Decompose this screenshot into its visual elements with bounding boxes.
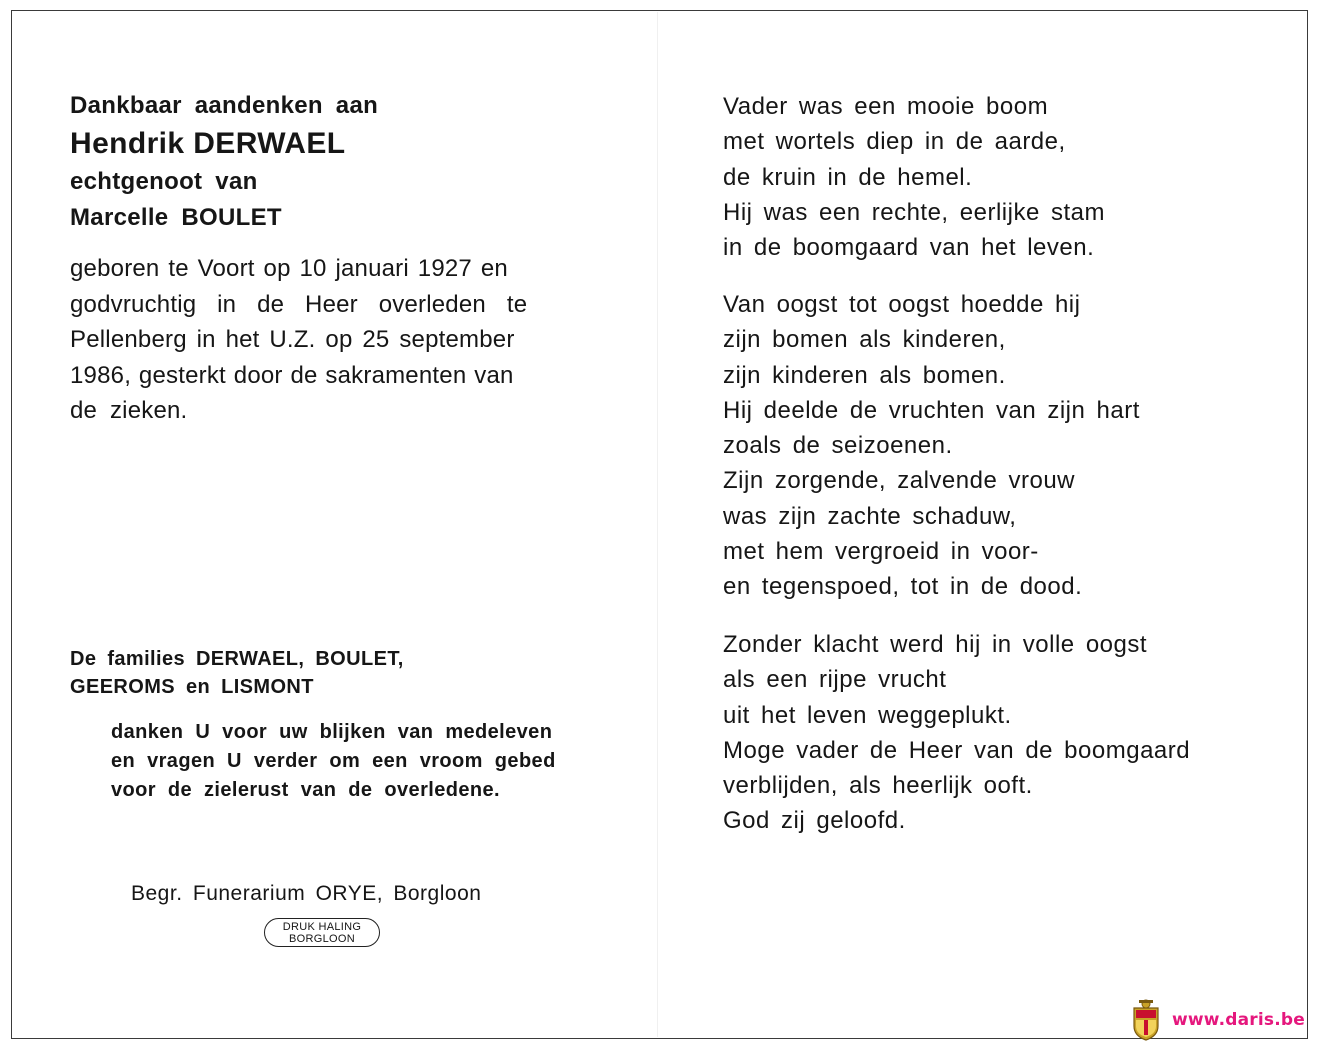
watermark-text[interactable]: www.daris.be	[1171, 1010, 1305, 1030]
poem-line: God zij geloofd.	[723, 807, 906, 835]
spouse-name: Marcelle BOULET	[70, 204, 282, 231]
bio-line: 1986, gesterkt door de sakramenten van	[70, 361, 514, 389]
poem-line: met hem vergroeid in voor-	[723, 538, 1039, 566]
thanks-block	[111, 718, 556, 805]
poem-line: uit het leven weggeplukt.	[723, 701, 1012, 729]
poem-line: verblijden, als heerlijk ooft.	[723, 772, 1033, 800]
bio-line: Pellenberg in het U.Z. op 25 september	[70, 326, 515, 353]
poem-line: zijn kinderen als bomen.	[723, 361, 1006, 389]
poem-line: in de boomgaard van het leven.	[723, 234, 1095, 262]
deceased-name: Hendrik DERWAEL	[70, 127, 346, 160]
left-page-heading	[70, 88, 590, 236]
intro-text: Dankbaar aandenken aan	[70, 92, 379, 119]
poem-line: zijn bomen als kinderen,	[723, 326, 1006, 354]
poem-stanza-3	[723, 627, 1283, 839]
printer-line: BORGLOON	[289, 933, 355, 945]
poem-line: Moge vader de Heer van de boomgaard	[723, 736, 1191, 764]
poem-line: Hij was een rechte, eerlijke stam	[723, 198, 1105, 226]
poem-stanza-2	[723, 287, 1283, 605]
site-watermark	[1130, 998, 1305, 1042]
printer-line: DRUK HALING	[282, 921, 362, 933]
poem-line: Vader was een mooie boom	[723, 93, 1049, 120]
poem-stanza-1	[723, 89, 1283, 265]
poem-line: Van oogst tot oogst hoedde hij	[723, 291, 1081, 318]
fold-line	[657, 12, 658, 1037]
poem-line: was zijn zachte schaduw,	[723, 502, 1017, 530]
poem-line: zoals de seizoenen.	[723, 432, 953, 460]
thanks-line: danken U voor uw blijken van medeleven	[111, 721, 553, 743]
poem-line: Zonder klacht werd hij in volle oogst	[723, 631, 1148, 658]
poem-line: met wortels diep in de aarde,	[723, 128, 1066, 156]
poem-line: en tegenspoed, tot in de dood.	[723, 573, 1083, 601]
bio-line: godvruchtig in de Heer overleden te	[70, 290, 528, 318]
printer-badge	[264, 918, 380, 947]
relation-text: echtgenoot van	[70, 168, 258, 195]
bio-line: geboren te Voort op 10 januari 1927 en	[70, 255, 508, 282]
families-line: GEEROMS en LISMONT	[70, 676, 314, 698]
biography	[70, 251, 580, 429]
crest-icon	[1130, 998, 1162, 1042]
thanks-line: voor de zielerust van de overledene.	[111, 779, 500, 801]
poem-line: de kruin in de hemel.	[723, 163, 973, 191]
poem-line: Hij deelde de vruchten van zijn hart	[723, 396, 1140, 424]
poem-line: Zijn zorgende, zalvende vrouw	[723, 467, 1076, 495]
funeral-home: Begr. Funerarium ORYE, Borgloon	[131, 882, 482, 905]
poem-line: als een rijpe vrucht	[723, 666, 947, 694]
thanks-line: en vragen U verder om een vroom gebed	[111, 750, 556, 772]
families-line: De families DERWAEL, BOULET,	[70, 648, 404, 670]
families-block	[70, 645, 404, 701]
bio-line: de zieken.	[70, 397, 188, 424]
